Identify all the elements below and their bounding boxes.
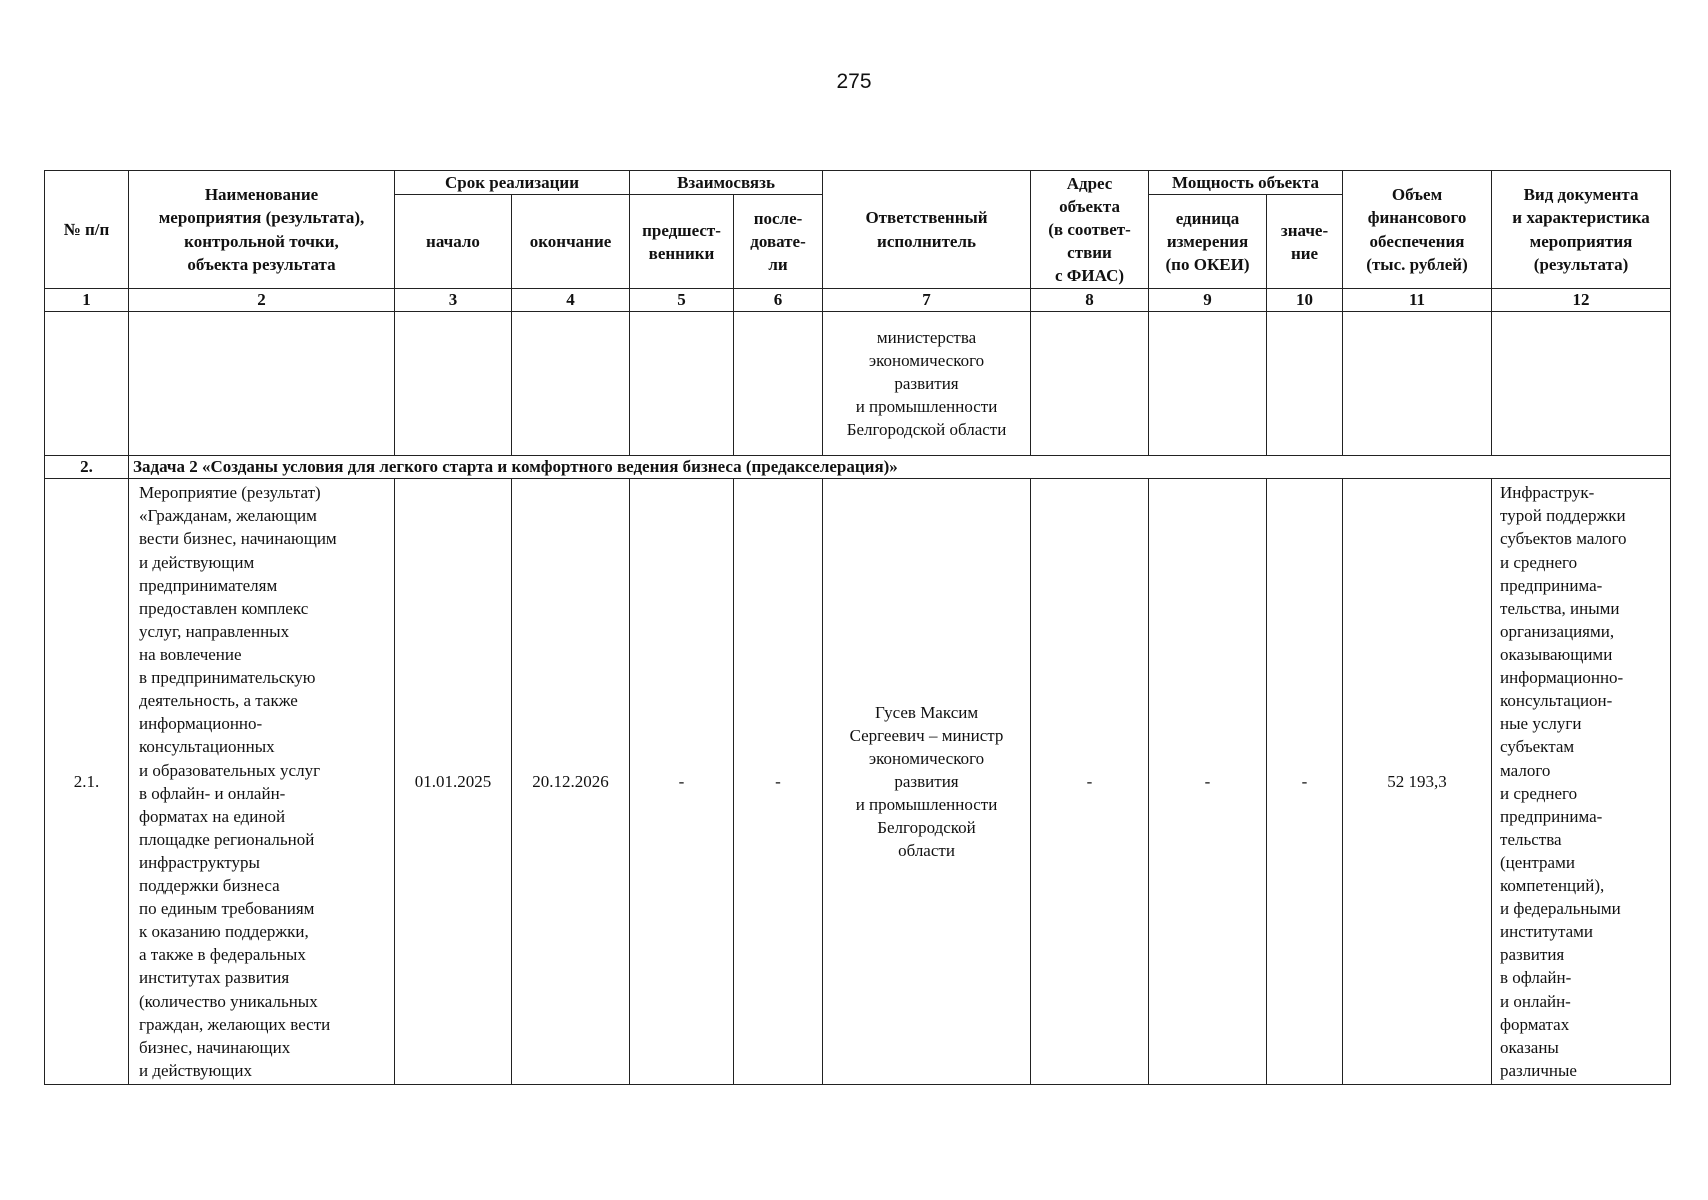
header-term-group: Срок реализации [395, 171, 630, 195]
item-name: Мероприятие (результат) «Гражданам, желающим вести бизнес, начинающим и действующим предпринимателям предоставлен комплекс услуг, направленных на вовлечение в предпринимательскую деятельность, а также информационно- консультационных и образовательных услуг в офлайн- и онлайн- форматах на единой площадке региональной инфраструктуры поддержки бизнеса по единым требованиям к оказанию поддержки, а также в федеральных институтах развития (количество уникальных граждан, желающих вести бизнес, начинающих и действующих [129, 479, 395, 1085]
header-value: значе- ние [1267, 195, 1343, 289]
item-unit: - [1149, 479, 1267, 1085]
table-cell [734, 312, 823, 456]
header-predecessors: предшест- венники [630, 195, 734, 289]
item-finance: 52 193,3 [1343, 479, 1492, 1085]
table-cell [1031, 312, 1149, 456]
column-number: 12 [1492, 289, 1671, 312]
header-successors: после- довате- ли [734, 195, 823, 289]
task-number: 2. [45, 456, 129, 479]
task-row [45, 456, 1671, 479]
table-cell [1343, 312, 1492, 456]
item-end-date: 20.12.2026 [512, 479, 630, 1085]
header-finance: Объем финансового обеспечения (тыс. рублей) [1343, 171, 1492, 289]
header-address: Адрес объекта (в соответ- ствии с ФИАС) [1031, 171, 1149, 289]
column-number: 8 [1031, 289, 1149, 312]
continuation-row [45, 312, 1671, 456]
header-document: Вид документа и характеристика мероприятия (результата) [1492, 171, 1671, 289]
item-number: 2.1. [45, 479, 129, 1085]
item-document: Инфраструк- турой поддержки субъектов малого и среднего предпринима- тельства, иными организациями, оказывающими информационно- консультацион- ные услуги субъектам малого и среднего предпринима- тельства (центрами компетенций), и федеральными институтами развития в офлайн- и онлайн- форматах оказаны различные [1492, 479, 1671, 1085]
column-number: 4 [512, 289, 630, 312]
activities-table [44, 170, 1671, 1085]
column-number: 9 [1149, 289, 1267, 312]
column-number: 11 [1343, 289, 1492, 312]
table-cell [395, 312, 512, 456]
table-cell [45, 312, 129, 456]
table-cell [1492, 312, 1671, 456]
table-header [45, 171, 1671, 312]
header-name: Наименование мероприятия (результата), контрольной точки, объекта результата [129, 171, 395, 289]
table-row [45, 479, 1671, 1085]
column-number: 5 [630, 289, 734, 312]
table-cell [1149, 312, 1267, 456]
item-start-date: 01.01.2025 [395, 479, 512, 1085]
column-number: 6 [734, 289, 823, 312]
table-cell [630, 312, 734, 456]
header-unit: единица измерения (по ОКЕИ) [1149, 195, 1267, 289]
item-successors: - [734, 479, 823, 1085]
column-number: 2 [129, 289, 395, 312]
table-cell [512, 312, 630, 456]
continuation-responsible: министерства экономического развития и промышленности Белгородской области [823, 312, 1031, 456]
column-number: 7 [823, 289, 1031, 312]
item-responsible: Гусев Максим Сергеевич – министр экономического развития и промышленности Белгородской области [823, 479, 1031, 1085]
table-cell [129, 312, 395, 456]
column-number: 3 [395, 289, 512, 312]
header-relation-group: Взаимосвязь [630, 171, 823, 195]
column-number: 1 [45, 289, 129, 312]
table-cell [1267, 312, 1343, 456]
task-title: Задача 2 «Созданы условия для легкого старта и комфортного ведения бизнеса (предакселерация)» [129, 456, 1671, 479]
page-number: 275 [836, 70, 872, 93]
column-number-row [45, 289, 1671, 312]
header-number: № п/п [45, 171, 129, 289]
item-value: - [1267, 479, 1343, 1085]
item-predecessors: - [630, 479, 734, 1085]
header-responsible: Ответственный исполнитель [823, 171, 1031, 289]
item-address: - [1031, 479, 1149, 1085]
column-number: 10 [1267, 289, 1343, 312]
header-end: окончание [512, 195, 630, 289]
header-start: начало [395, 195, 512, 289]
header-capacity-group: Мощность объекта [1149, 171, 1343, 195]
